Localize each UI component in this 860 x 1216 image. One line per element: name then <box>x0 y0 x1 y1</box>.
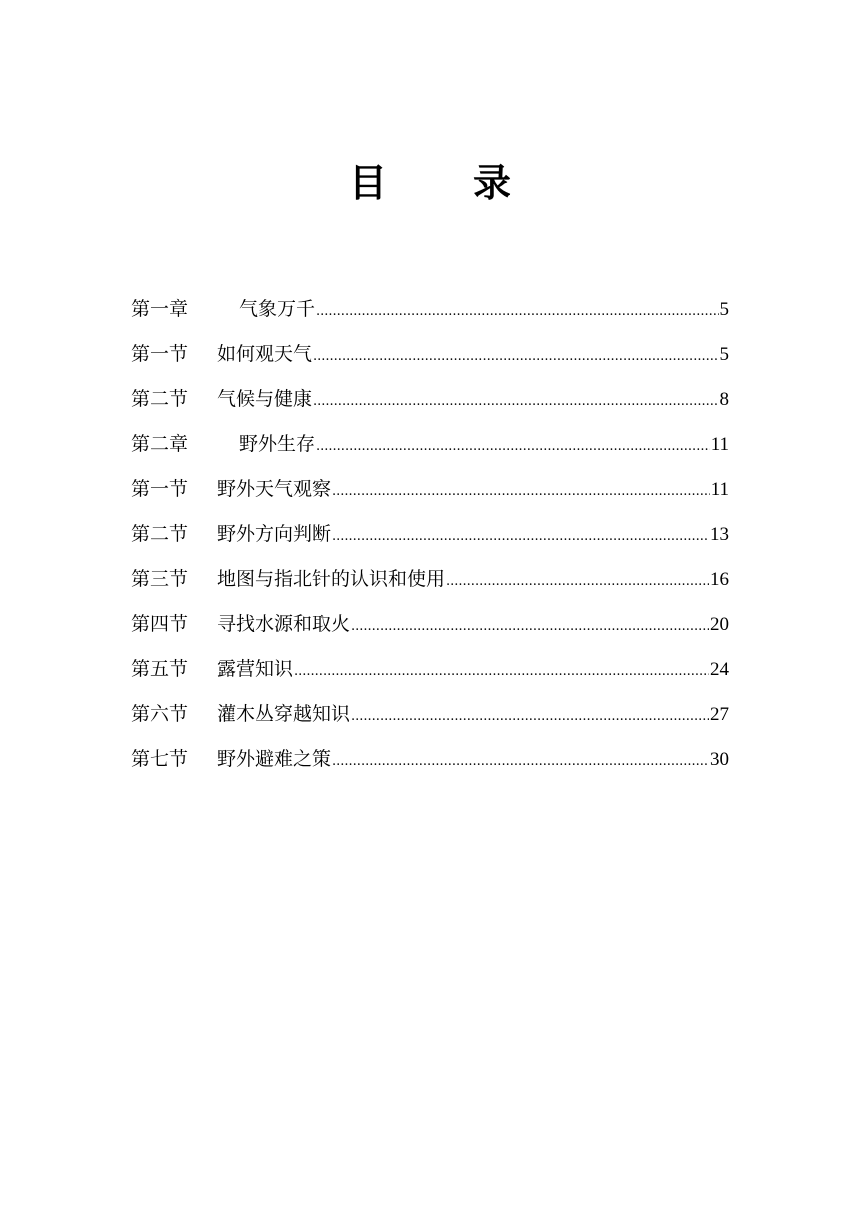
toc-dot-leader <box>313 339 718 375</box>
toc-entry-title: 气象万千 <box>239 298 316 320</box>
toc-dot-leader <box>446 564 709 600</box>
toc-entry-title: 野外方向判断 <box>217 523 332 545</box>
toc-entry-chapter-2[interactable] <box>131 426 729 471</box>
toc-entry-title: 寻找水源和取火 <box>217 613 351 635</box>
toc-entry-number: 第一章 <box>131 298 189 320</box>
toc-entry-page: 8 <box>719 389 729 410</box>
toc-entry-number: 第四节 <box>131 613 189 635</box>
table-of-contents <box>131 291 729 786</box>
title-char-1: 目 <box>348 160 387 205</box>
toc-entry-section[interactable] <box>131 516 729 561</box>
toc-entry-section[interactable] <box>131 696 729 741</box>
toc-dot-leader <box>351 609 709 645</box>
toc-entry-title: 野外生存 <box>239 433 316 455</box>
toc-entry-number: 第二章 <box>131 433 189 455</box>
toc-dot-leader <box>351 699 709 735</box>
toc-entry-chapter-1[interactable] <box>131 291 729 336</box>
toc-entry-page: 27 <box>710 704 729 725</box>
toc-entry-section[interactable] <box>131 336 729 381</box>
toc-entry-page: 5 <box>719 344 729 365</box>
toc-entry-number: 第五节 <box>131 658 189 680</box>
toc-entry-number: 第七节 <box>131 748 189 770</box>
toc-entry-number: 第六节 <box>131 703 189 725</box>
toc-entry-page: 30 <box>710 749 729 770</box>
toc-entry-section[interactable] <box>131 741 729 786</box>
toc-entry-number: 第一节 <box>131 343 189 365</box>
toc-dot-leader <box>332 519 709 555</box>
toc-entry-section[interactable] <box>131 381 729 426</box>
toc-entry-page: 24 <box>710 659 729 680</box>
toc-entry-number: 第一节 <box>131 478 189 500</box>
toc-entry-section[interactable] <box>131 651 729 696</box>
toc-dot-leader <box>313 384 718 420</box>
toc-entry-section[interactable] <box>131 471 729 516</box>
toc-entry-page: 20 <box>710 614 729 635</box>
toc-entry-number: 第二节 <box>131 388 189 410</box>
toc-dot-leader <box>332 744 709 780</box>
toc-entry-title: 露营知识 <box>217 658 294 680</box>
toc-entry-title: 如何观天气 <box>217 343 313 365</box>
toc-entry-number: 第二节 <box>131 523 189 545</box>
toc-entry-title: 气候与健康 <box>217 388 313 410</box>
page-title <box>0 158 860 208</box>
toc-entry-title: 地图与指北针的认识和使用 <box>217 568 446 590</box>
toc-dot-leader <box>294 654 709 690</box>
toc-entry-title: 野外天气观察 <box>217 478 332 500</box>
toc-entry-page: 5 <box>719 299 729 320</box>
toc-entry-page: 11 <box>710 434 729 455</box>
title-char-2: 录 <box>473 160 512 205</box>
toc-dot-leader <box>316 294 718 330</box>
toc-entry-page: 16 <box>710 569 729 590</box>
toc-entry-section[interactable] <box>131 561 729 606</box>
toc-entry-page: 13 <box>710 524 729 545</box>
toc-entry-section[interactable] <box>131 606 729 651</box>
toc-entry-title: 灌木丛穿越知识 <box>217 703 351 725</box>
toc-dot-leader <box>332 474 710 510</box>
toc-entry-page: 11 <box>710 479 729 500</box>
toc-entry-number: 第三节 <box>131 568 189 590</box>
toc-entry-title: 野外避难之策 <box>217 748 332 770</box>
toc-dot-leader <box>316 429 710 465</box>
